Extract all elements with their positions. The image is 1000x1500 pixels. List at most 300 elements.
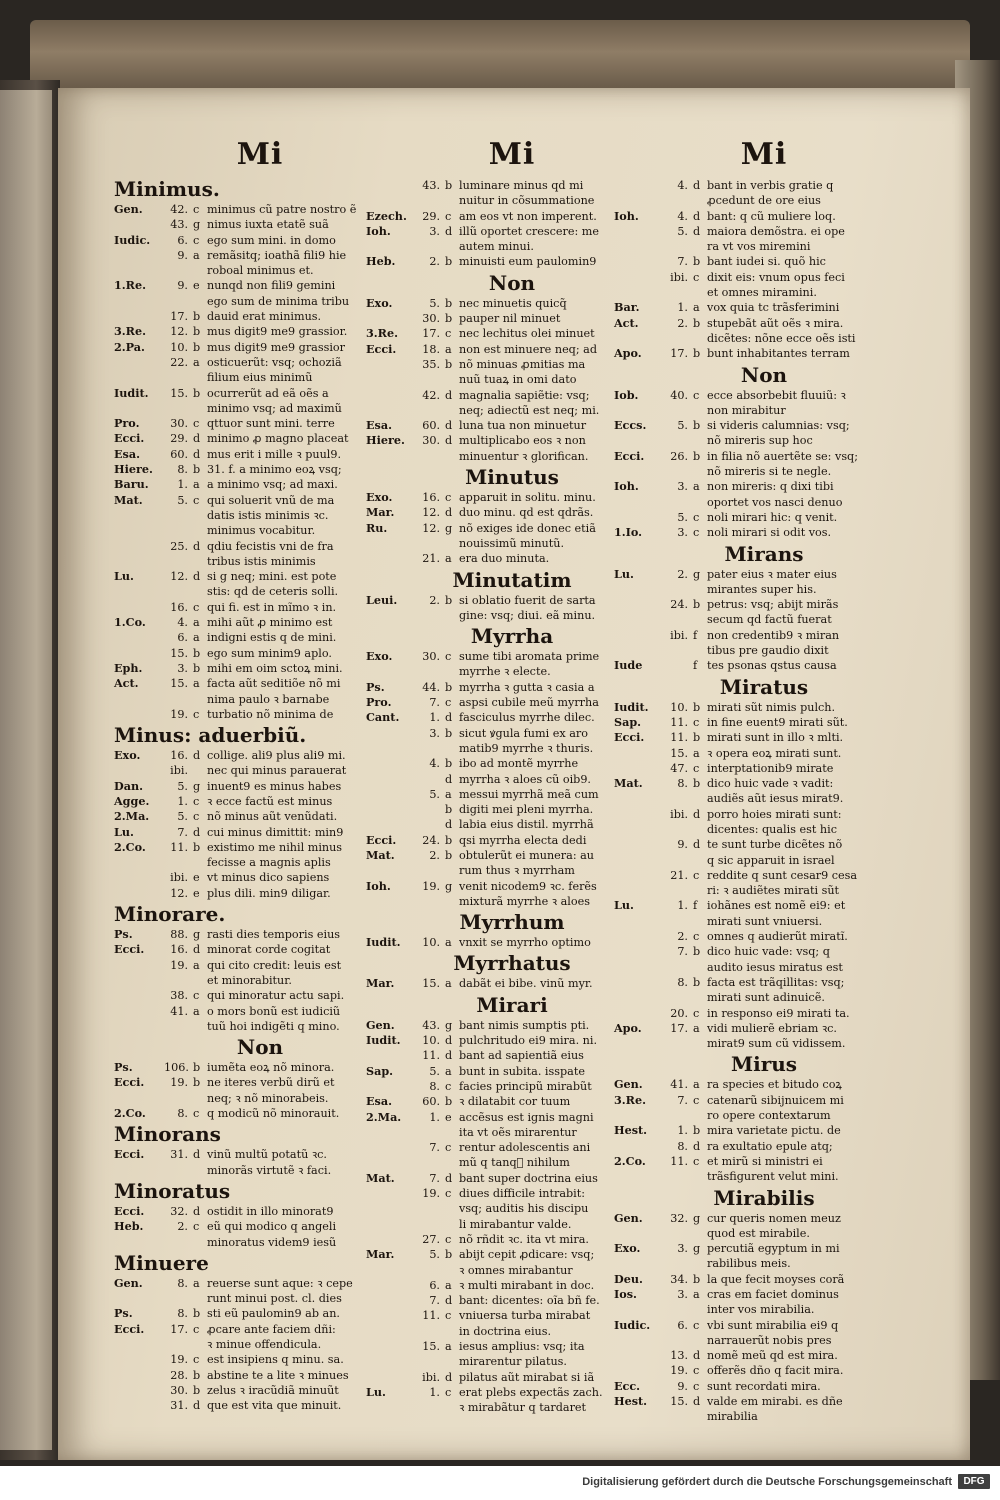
citation-text: rasti dies temporis eius	[207, 928, 341, 942]
section-letter	[445, 536, 459, 551]
citation-text: minimo vsq; ad maximũ	[207, 401, 342, 415]
section-letter	[445, 239, 459, 254]
section-letter: b	[445, 179, 453, 192]
section-letter	[693, 464, 707, 479]
chapter-number	[416, 1354, 445, 1369]
book-ref	[614, 254, 664, 269]
citation-text: minorat corde cogitat	[207, 943, 331, 957]
section-letter	[445, 1217, 459, 1232]
book-ref	[366, 1125, 416, 1140]
citation-text: ego sum mini. in domo	[207, 233, 336, 247]
section-letter: e	[193, 871, 200, 885]
citation-text: minorãs virtutẽ ꝛ faci.	[207, 1163, 332, 1177]
citation-text: mus digit9 me9 grassior	[207, 340, 345, 354]
chapter-number	[416, 1263, 445, 1278]
chapter-number	[664, 1226, 693, 1241]
citation-line	[114, 401, 406, 416]
chapter-number: 7.	[429, 1141, 440, 1155]
chapter-number: 4.	[677, 179, 688, 192]
book-ref	[614, 1256, 664, 1271]
citation-text: q sic apparuit in israel	[707, 853, 835, 867]
section-letter: b	[445, 803, 453, 817]
chapter-number	[664, 433, 693, 448]
book-ref	[614, 612, 664, 627]
book-ref	[366, 1263, 416, 1278]
citation-line	[114, 988, 406, 1003]
citation-line	[614, 1021, 914, 1036]
citation-line	[114, 1291, 406, 1306]
chapter-number	[664, 1108, 693, 1123]
citation-line	[614, 1108, 914, 1123]
section-letter	[693, 990, 707, 1005]
section-letter: a	[445, 977, 452, 991]
chapter-number: 7.	[677, 255, 688, 269]
chapter-number: ibi.	[670, 270, 688, 284]
citation-text: facta est trãqillitas: vsq;	[707, 975, 845, 989]
section-letter: d	[193, 1204, 201, 1218]
section-letter: g	[193, 218, 201, 232]
section-letter	[693, 285, 707, 300]
citation-text: tribus istis minimis	[207, 554, 316, 568]
entry-heading: Miratus	[719, 674, 809, 699]
citation-line	[114, 661, 406, 676]
section-letter	[693, 1108, 707, 1123]
book-ref: 2.Pa.	[114, 339, 145, 354]
chapter-number: 10.	[170, 340, 188, 354]
entry-heading: Minuere	[114, 1250, 209, 1275]
column-header: Mi	[488, 137, 536, 172]
citation-line	[114, 1019, 406, 1034]
chapter-number: 11.	[170, 840, 188, 854]
section-letter: d	[193, 1399, 201, 1413]
section-letter: c	[445, 327, 452, 341]
book-ref: Ecci.	[614, 448, 645, 463]
citation-text: roboal minimus et.	[207, 264, 314, 278]
citation-line	[614, 975, 914, 990]
chapter-number: 21.	[422, 552, 440, 566]
citation-text: li mirabantur valde.	[459, 1217, 572, 1231]
chapter-number: 1.	[677, 301, 688, 315]
chapter-number: 19.	[422, 879, 440, 893]
book-ref: Ps.	[114, 1060, 133, 1075]
chapter-number: 22.	[170, 355, 188, 369]
book-ref: Eccs.	[614, 418, 647, 433]
book-ref	[614, 628, 664, 643]
chapter-number: 4.	[677, 209, 688, 223]
book-ref	[614, 975, 664, 990]
book-ref	[614, 944, 664, 959]
book-ref	[614, 929, 664, 944]
citation-line	[614, 1333, 914, 1348]
citation-line	[614, 1226, 914, 1241]
book-ref	[366, 193, 416, 208]
section-letter: b	[193, 325, 201, 339]
citation-line	[114, 1235, 406, 1250]
book-ref: Ioh.	[366, 878, 391, 893]
chapter-number: 40.	[670, 388, 688, 402]
chapter-number	[416, 1155, 445, 1170]
section-letter: c	[693, 1006, 700, 1020]
citation-text: mirat9 sum cũ vidissem.	[707, 1037, 846, 1051]
section-letter: c	[193, 989, 200, 1003]
book-ref	[366, 239, 416, 254]
section-letter: d	[445, 1034, 453, 1048]
citation-line	[614, 1036, 914, 1051]
book-ref	[614, 1226, 664, 1241]
citation-text: vidi mulierẽ ebriam ꝛc.	[707, 1021, 837, 1035]
citation-text: pater eius ꝛ mater eius	[707, 567, 837, 581]
chapter-number	[416, 817, 445, 832]
chapter-number	[416, 772, 445, 787]
book-ref: Mat.	[366, 847, 395, 862]
citation-text: mirabilia	[707, 1410, 758, 1424]
section-letter: d	[445, 419, 453, 433]
citation-text: magnalia sapiẽtie: vsq;	[459, 388, 590, 402]
citation-text: ꝛ omnes mirabantur	[459, 1263, 573, 1277]
chapter-number: 17.	[170, 1322, 188, 1336]
chapter-number: 8.	[677, 975, 688, 989]
citation-line	[614, 254, 914, 269]
section-letter	[445, 193, 459, 208]
citation-line	[614, 597, 914, 612]
citation-text: digiti mei pleni myrrha.	[459, 803, 594, 817]
citation-line	[114, 1219, 406, 1234]
citation-text: nec lechitus olei minuet	[459, 327, 595, 341]
citation-text: ꝛ mirabãtur q tardaret	[459, 1401, 587, 1415]
citation-text: minimus vocabitur.	[207, 524, 316, 538]
book-ref: Act.	[114, 676, 139, 691]
book-ref	[366, 1339, 416, 1354]
citation-line	[114, 809, 406, 824]
section-letter: d	[193, 447, 201, 461]
book-ref	[366, 802, 416, 817]
citation-line	[614, 1154, 914, 1169]
chapter-number	[664, 990, 693, 1005]
citation-line	[614, 1241, 914, 1256]
chapter-number: 25.	[170, 539, 188, 553]
citation-line	[114, 462, 406, 477]
citation-text: eũ qui modico q angeli	[207, 1220, 337, 1234]
book-ref	[366, 1293, 416, 1308]
book-ref	[366, 1048, 416, 1063]
chapter-number: ibi.	[670, 807, 688, 821]
book-ref: Ru.	[366, 520, 388, 535]
citation-text: tuũ hoi indigẽti q mino.	[207, 1019, 340, 1033]
chapter-number: 19.	[170, 1353, 188, 1367]
book-ref	[614, 853, 664, 868]
book-ref: Gen.	[366, 1017, 395, 1032]
citation-text: luminare minus qd mi	[459, 179, 584, 192]
citation-line	[614, 868, 914, 883]
citation-line	[114, 1163, 406, 1178]
book-ref	[114, 294, 164, 309]
citation-text: ꝓcedunt de ore eius	[707, 194, 821, 208]
citation-text: 31. f. a minimo eoꝝ vsq;	[207, 463, 342, 477]
chapter-number: 32.	[670, 1211, 688, 1225]
section-letter: b	[693, 1124, 701, 1138]
citation-text: bant nimis sumptis pti.	[459, 1018, 590, 1032]
chapter-number	[416, 1400, 445, 1415]
chapter-number: 19.	[170, 958, 188, 972]
chapter-number	[164, 692, 193, 707]
chapter-number: 3.	[677, 1242, 688, 1256]
citation-text: est insipiens q minu. sa.	[207, 1353, 344, 1367]
citation-text: pilatus aũt mirabat si iã	[459, 1370, 595, 1384]
book-ref	[366, 863, 416, 878]
chapter-number: 5.	[429, 1248, 440, 1262]
book-ref: Ecci.	[614, 730, 645, 745]
book-ref: 2.Co.	[614, 1153, 646, 1168]
book-ref: Heb.	[366, 254, 396, 269]
citation-text: facta aũt seditiõe nõ mi	[207, 677, 341, 691]
citation-text: et omnes miramini.	[707, 286, 817, 300]
chapter-number: 2.	[177, 1220, 188, 1234]
section-letter: c	[193, 1353, 200, 1367]
book-ref	[366, 372, 416, 387]
book-ref	[366, 449, 416, 464]
citation-text: abstine te a lite ꝛ minues	[207, 1368, 349, 1382]
citation-text: dicẽtes: nõne ecce oẽs isti	[707, 331, 856, 345]
chapter-number: ibi.	[170, 764, 188, 778]
section-letter: d	[193, 749, 201, 763]
chapter-number: 15.	[170, 386, 188, 400]
chapter-number: 24.	[670, 598, 688, 612]
section-letter	[445, 1155, 459, 1170]
section-letter: c	[193, 707, 200, 721]
chapter-number: 8.	[177, 1276, 188, 1290]
section-letter: d	[445, 434, 453, 448]
chapter-number: 7.	[677, 1093, 688, 1107]
book-ref: 2.Co.	[114, 839, 146, 854]
citation-line	[614, 1302, 914, 1317]
chapter-number: 1.	[677, 1124, 688, 1138]
chapter-number: 1.	[177, 794, 188, 808]
section-letter	[445, 608, 459, 623]
chapter-number	[416, 664, 445, 679]
section-letter	[193, 1337, 207, 1352]
book-ref	[366, 664, 416, 679]
section-letter	[693, 403, 707, 418]
book-ref	[114, 630, 164, 645]
entry-heading: Myrrhum	[459, 910, 565, 935]
citation-text: nõ minus aũt venũdati.	[207, 810, 338, 824]
section-letter: c	[193, 1107, 200, 1121]
book-ref	[614, 495, 664, 510]
citation-text: te sunt turbe dicẽtes nõ	[707, 838, 843, 852]
citation-text: minuisti eum paulomin9	[459, 255, 597, 269]
book-ref: Ecci.	[114, 942, 145, 957]
citation-text: labia eius distil. myrrhã	[459, 818, 594, 832]
book-ref	[366, 817, 416, 832]
section-letter	[193, 508, 207, 523]
book-ref	[366, 608, 416, 623]
citation-text: mixturã myrrhe ꝛ aloes	[459, 894, 590, 908]
chapter-number: 13.	[670, 1349, 688, 1363]
citation-text: minoratus videm9 iesũ	[207, 1235, 337, 1249]
citation-line	[614, 388, 914, 403]
book-ref: Iob.	[614, 387, 639, 402]
book-ref	[114, 584, 164, 599]
citation-line	[614, 567, 914, 582]
book-ref	[114, 248, 164, 263]
chapter-number	[416, 894, 445, 909]
chapter-number	[416, 403, 445, 418]
citation-line	[114, 294, 406, 309]
citation-line	[614, 479, 914, 494]
citation-line	[614, 418, 914, 433]
section-letter: g	[693, 1211, 701, 1225]
section-letter: d	[445, 388, 453, 402]
book-ref	[614, 883, 664, 898]
citation-text: in doctrina eius.	[459, 1324, 552, 1338]
book-ref	[114, 1383, 164, 1398]
book-ref: Ecci.	[114, 431, 145, 446]
section-letter: b	[445, 593, 453, 607]
citation-text: fecisse a magnis aplis	[207, 856, 331, 870]
book-ref	[366, 1400, 416, 1415]
section-letter: d	[193, 825, 201, 839]
citation-line	[114, 1368, 406, 1383]
book-ref: Sap.	[614, 714, 642, 729]
section-letter: b	[693, 945, 701, 959]
citation-line	[114, 1337, 406, 1352]
chapter-number: 7.	[429, 1171, 440, 1185]
chapter-number: ibi.	[422, 1370, 440, 1384]
citation-line	[114, 615, 406, 630]
citation-text: sicut ꝟgula fumi ex aro	[459, 726, 588, 740]
citation-text: ibo ad montẽ myrrhe	[459, 757, 579, 771]
chapter-number: 30.	[422, 650, 440, 664]
section-letter	[693, 331, 707, 346]
chapter-number	[664, 883, 693, 898]
citation-text: runt minui post. cl. dies	[207, 1292, 342, 1306]
section-letter: g	[693, 1242, 701, 1256]
book-ref: 3.Re.	[366, 326, 398, 341]
chapter-number	[664, 1036, 693, 1051]
citation-text: matib9 myrrhe ꝛ thuris.	[459, 741, 594, 755]
citation-line	[114, 248, 406, 263]
citation-text: plus dili. min9 diligar.	[207, 886, 331, 900]
citation-text: indigni estis q de mini.	[207, 631, 337, 645]
section-letter: c	[445, 1385, 452, 1399]
citation-text: pauper nil minuet	[459, 312, 561, 326]
chapter-number: 43.	[422, 1018, 440, 1032]
citation-text: valde em mirabi. es dñe	[707, 1395, 843, 1409]
citation-line	[614, 346, 914, 361]
chapter-number	[664, 612, 693, 627]
citation-text: rum thus ꝛ myrrham	[459, 864, 575, 878]
chapter-number: 9.	[677, 838, 688, 852]
chapter-number	[664, 643, 693, 658]
chapter-number: 41.	[670, 1078, 688, 1092]
citation-text: mirati sũt nimis pulch.	[707, 700, 836, 714]
book-ref: Hest.	[614, 1394, 648, 1409]
section-letter	[445, 1263, 459, 1278]
citation-line	[114, 386, 406, 401]
book-ref: Gen.	[614, 1077, 643, 1092]
citation-text: reuerse sunt aque: ꝛ cepe	[207, 1276, 353, 1290]
citation-text: obtulerũt ei munera: au	[459, 848, 595, 862]
chapter-number	[664, 791, 693, 806]
book-ref	[114, 523, 164, 538]
citation-text: dauid erat minimus.	[207, 310, 322, 324]
citation-text: dixit eis: vnum opus feci	[707, 270, 845, 284]
book-ref: Lu.	[114, 569, 134, 584]
book-ref	[614, 960, 664, 975]
chapter-number: 9.	[677, 1379, 688, 1393]
book-ref: Mar.	[366, 976, 395, 991]
book-ref: Esa.	[366, 1094, 392, 1109]
citation-text: ocurrerũt ad eã oẽs a	[207, 386, 329, 400]
citation-text: qttuor sunt mini. terre	[207, 417, 335, 431]
section-letter: c	[445, 1187, 452, 1201]
section-letter: d	[193, 570, 201, 584]
chapter-number	[164, 554, 193, 569]
chapter-number: 11.	[670, 1154, 688, 1168]
citation-line	[114, 569, 406, 584]
citation-text: quod est mirabile.	[707, 1226, 810, 1240]
citation-text: zelus ꝛ iracũdiã minuũt	[207, 1383, 339, 1397]
chapter-number: 1.	[177, 478, 188, 492]
chapter-number	[664, 464, 693, 479]
citation-text: ostidit in illo minorat9	[207, 1204, 334, 1218]
citation-text: ꝛ multi mirabant in doc.	[459, 1278, 595, 1292]
citation-line	[114, 1352, 406, 1367]
chapter-number: 41.	[170, 1004, 188, 1018]
book-ref	[614, 582, 664, 597]
entry-heading: Non	[740, 362, 788, 387]
book-ref	[614, 1363, 664, 1378]
citation-text: si g neq; mini. est pote	[207, 570, 337, 584]
citation-line	[114, 1060, 406, 1075]
citation-line	[114, 973, 406, 988]
citation-text: si oblatio fuerit de sarta	[459, 593, 596, 607]
citation-text: qui soluerit vnũ de ma	[207, 493, 335, 507]
chapter-number: 3.	[177, 661, 188, 675]
section-letter: a	[693, 746, 700, 760]
citation-text: vbi sunt mirabilia ei9 q	[707, 1318, 839, 1332]
chapter-number	[164, 508, 193, 523]
section-letter: a	[193, 958, 200, 972]
chapter-number	[416, 1125, 445, 1140]
citation-line	[614, 1006, 914, 1021]
citation-line	[614, 525, 914, 540]
book-ref	[114, 554, 164, 569]
section-letter: b	[445, 357, 453, 371]
citation-line	[614, 449, 914, 464]
section-letter	[193, 1291, 207, 1306]
citation-text: mihi aũt ꝓ minimo est	[207, 616, 333, 630]
citation-text: mus erit i mille ꝛ puul9.	[207, 447, 342, 461]
citation-line	[114, 630, 406, 645]
chapter-number	[164, 584, 193, 599]
chapter-number: 9.	[177, 248, 188, 262]
citation-text: autem minui.	[459, 240, 534, 254]
chapter-number: 3.	[677, 526, 688, 540]
chapter-number: 18.	[422, 342, 440, 356]
section-letter: b	[193, 1061, 201, 1075]
book-ref: Heb.	[114, 1219, 144, 1234]
book-ref: Mar.	[366, 505, 395, 520]
chapter-number	[664, 960, 693, 975]
section-letter: f	[693, 628, 698, 642]
chapter-number: 6.	[429, 1278, 440, 1292]
citation-text: mirati sunt vniuersi.	[707, 914, 823, 928]
section-letter: d	[445, 1294, 453, 1308]
citation-text: qdiu fecistis vni de fra	[207, 539, 334, 553]
book-ref: Ecci.	[114, 1321, 145, 1336]
book-ref	[614, 837, 664, 852]
